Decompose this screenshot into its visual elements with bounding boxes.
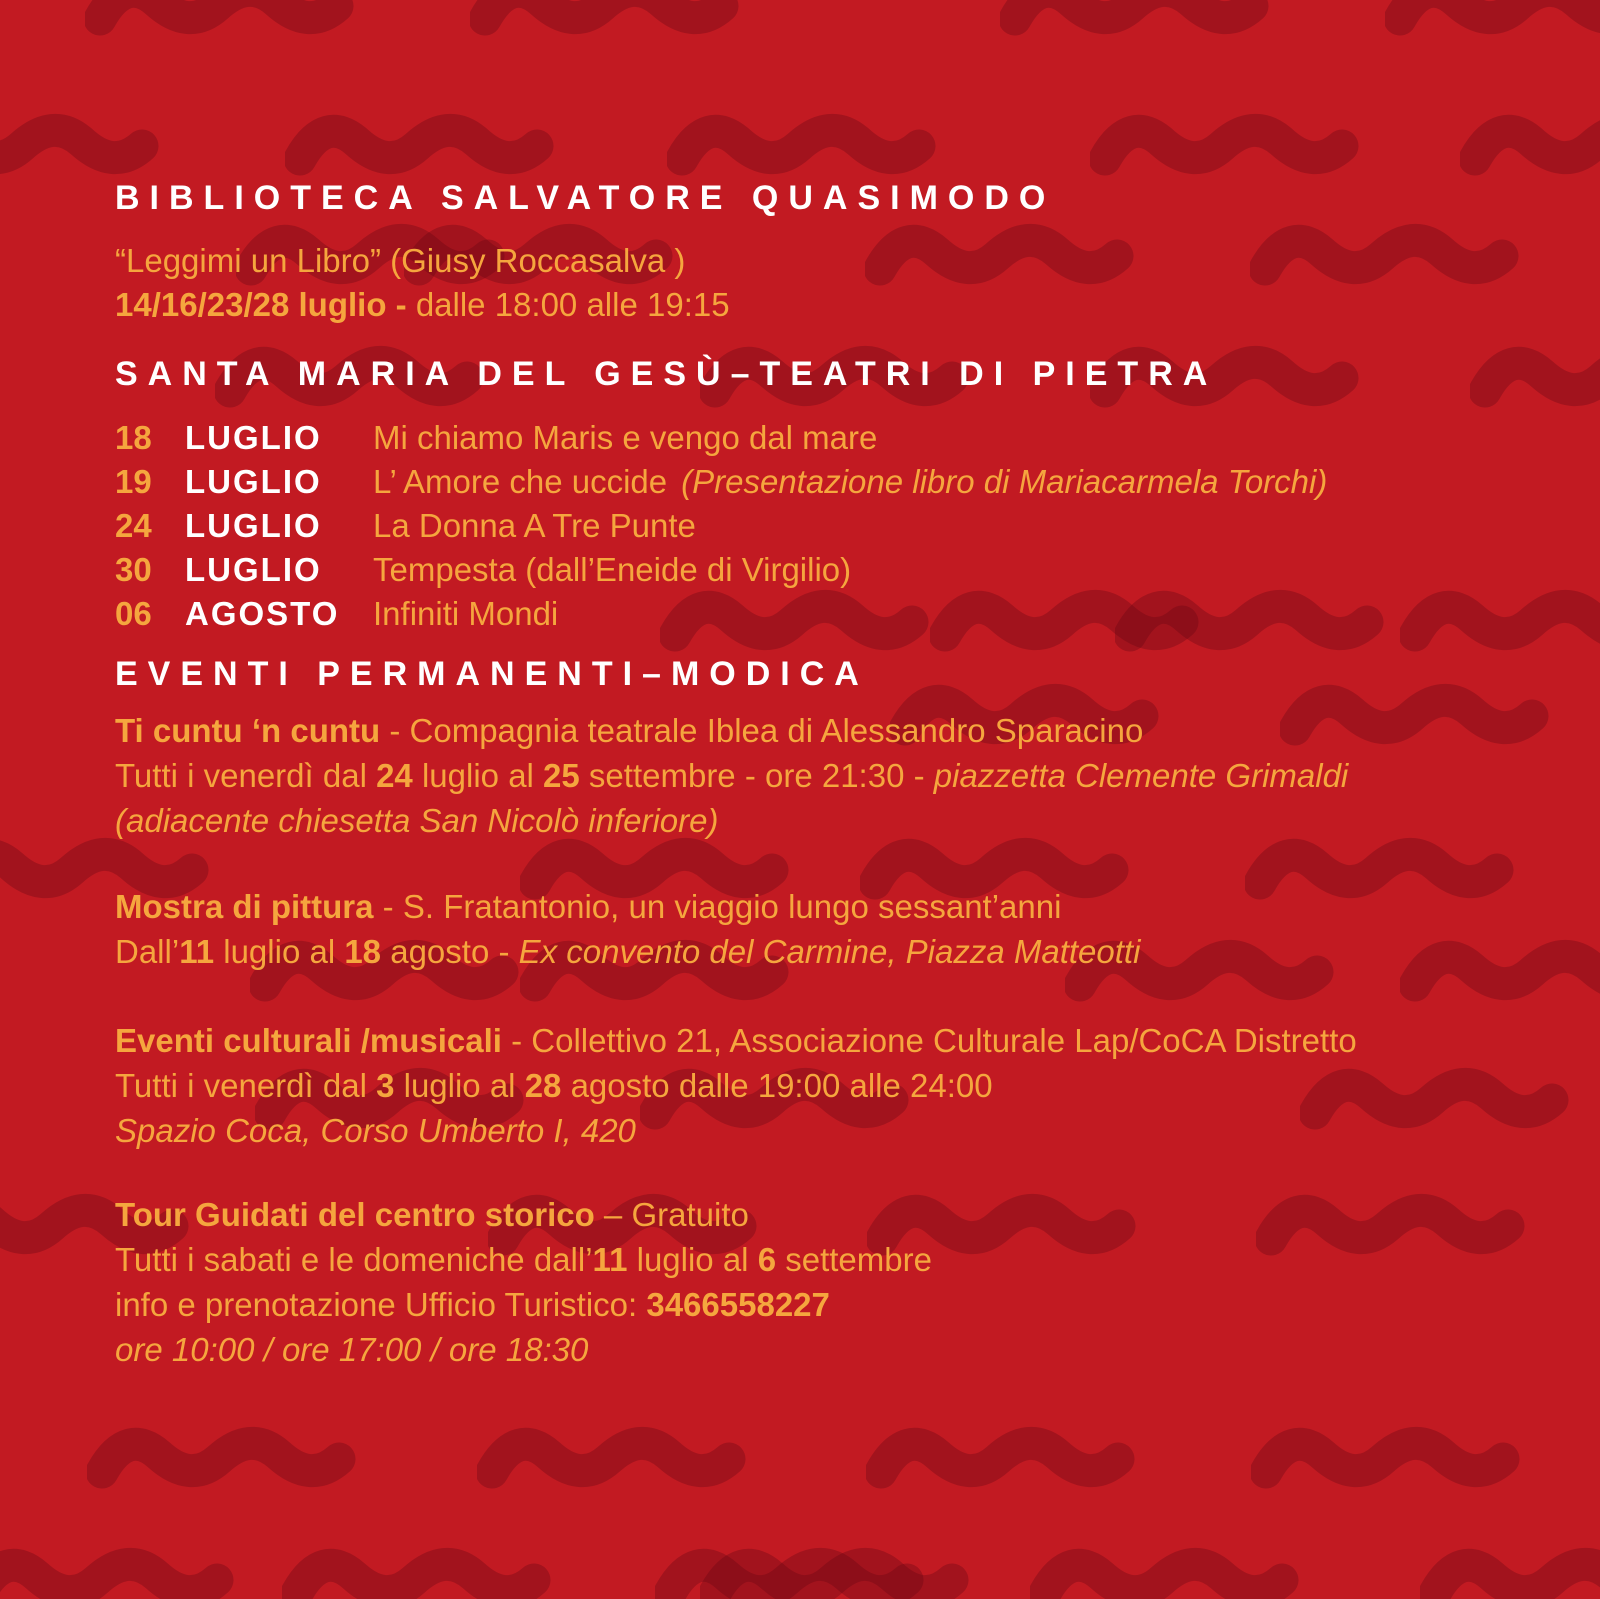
schedule-text: luglio al xyxy=(394,1067,525,1104)
teatri-event-list xyxy=(115,416,1327,636)
item-hours-line: ore 10:00 / ore 17:00 / ore 18:30 xyxy=(115,1331,589,1368)
schedule-text: settembre - ore 21:30 - xyxy=(579,757,934,794)
library-time: dalle 18:00 alle 19:15 xyxy=(415,286,730,323)
schedule-text: Tutti i venerdì dal xyxy=(115,757,377,794)
schedule-date: 11 xyxy=(592,1241,628,1278)
event-month: LUGLIO xyxy=(185,463,322,500)
item-culturali xyxy=(115,1018,1357,1153)
event-name: L’ Amore che uccide xyxy=(373,463,668,500)
item-lead-line xyxy=(115,1018,1357,1063)
schedule-place: piazzetta Clemente Grimaldi xyxy=(933,757,1349,794)
event-day: 24 xyxy=(115,507,152,544)
item-lead: Mostra di pittura xyxy=(115,888,374,925)
item-schedule-line xyxy=(115,753,1348,798)
schedule-date: 24 xyxy=(376,757,413,794)
schedule-text: Tutti i venerdì dal xyxy=(115,1067,377,1104)
item-lead-rest: - Compagnia teatrale Iblea di Alessandro Sparacino xyxy=(380,712,1144,749)
schedule-date: 11 xyxy=(179,933,215,970)
event-name: Tempesta (dall’Eneide di Virgilio) xyxy=(373,551,852,588)
library-event-line xyxy=(115,238,685,283)
event-month: LUGLIO xyxy=(185,419,322,456)
schedule-date: 25 xyxy=(543,757,580,794)
library-event-name: “Leggimi un Libro” (Giusy Roccasalva ) xyxy=(115,242,686,279)
item-lead: Eventi culturali /musicali xyxy=(115,1022,502,1059)
item-location-line: (adiacente chiesetta San Nicolò inferiore) xyxy=(115,802,719,839)
item-lead-line xyxy=(115,884,1140,929)
event-name: La Donna A Tre Punte xyxy=(373,507,696,544)
item-mostra xyxy=(115,884,1140,974)
item-schedule-line xyxy=(115,929,1140,974)
item-lead: Ti cuntu ‘n cuntu xyxy=(115,712,381,749)
event-row xyxy=(115,548,1327,592)
item-lead-line xyxy=(115,708,1348,753)
library-dates-line xyxy=(115,282,730,327)
item-info-line xyxy=(115,1282,932,1327)
item-schedule-line xyxy=(115,1063,1357,1108)
item-lead-rest: – Gratuito xyxy=(594,1196,749,1233)
section-title-teatri-di-pietra: SANTA MARIA DEL GESÙ–TEATRI DI PIETRA xyxy=(115,355,1218,393)
event-month: AGOSTO xyxy=(185,595,340,632)
event-name: Mi chiamo Maris e vengo dal mare xyxy=(373,419,878,456)
phone-number: 3466558227 xyxy=(646,1286,830,1323)
schedule-date: 6 xyxy=(757,1241,777,1278)
event-note: (Presentazione libro di Mariacarmela Torchi) xyxy=(681,463,1328,500)
schedule-date: 3 xyxy=(376,1067,395,1104)
item-lead-line xyxy=(115,1192,932,1237)
schedule-date: 28 xyxy=(524,1067,562,1104)
schedule-place: Ex convento del Carmine, Piazza Matteotti xyxy=(518,933,1141,970)
schedule-text: settembre xyxy=(776,1241,932,1278)
item-tour xyxy=(115,1192,932,1372)
event-month: LUGLIO xyxy=(185,551,322,588)
event-day: 06 xyxy=(115,595,152,632)
event-day: 19 xyxy=(115,463,152,500)
section-title-biblioteca: BIBLIOTECA SALVATORE QUASIMODO xyxy=(115,179,1056,217)
event-row xyxy=(115,504,1327,548)
schedule-text: agosto dalle 19:00 alle 24:00 xyxy=(561,1067,993,1104)
event-row xyxy=(115,460,1327,504)
library-dates: 14/16/23/28 luglio - xyxy=(115,286,416,323)
schedule-text: luglio al xyxy=(214,933,345,970)
info-text: info e prenotazione Ufficio Turistico: xyxy=(115,1286,647,1323)
event-row xyxy=(115,416,1327,460)
event-day: 30 xyxy=(115,551,152,588)
schedule-date: 18 xyxy=(344,933,382,970)
section-title-eventi-permanenti: EVENTI PERMANENTI–MODICA xyxy=(115,655,869,693)
schedule-text: Dall’ xyxy=(115,933,180,970)
schedule-text: agosto - xyxy=(381,933,519,970)
schedule-text: luglio al xyxy=(627,1241,758,1278)
event-day: 18 xyxy=(115,419,152,456)
item-ti-cuntu xyxy=(115,708,1348,843)
schedule-text: luglio al xyxy=(412,757,544,794)
item-schedule-line xyxy=(115,1237,932,1282)
event-row xyxy=(115,592,1327,636)
schedule-text: Tutti i sabati e le domeniche dall’ xyxy=(115,1241,593,1278)
item-lead-rest: - Collettivo 21, Associazione Culturale Lap/CoCA Distretto xyxy=(501,1022,1357,1059)
item-location-line: Spazio Coca, Corso Umberto I, 420 xyxy=(115,1112,636,1149)
event-month: LUGLIO xyxy=(185,507,322,544)
item-lead: Tour Guidati del centro storico xyxy=(115,1196,595,1233)
item-lead-rest: - S. Fratantonio, un viaggio lungo sessant’anni xyxy=(373,888,1062,925)
event-name: Infiniti Mondi xyxy=(373,595,559,632)
